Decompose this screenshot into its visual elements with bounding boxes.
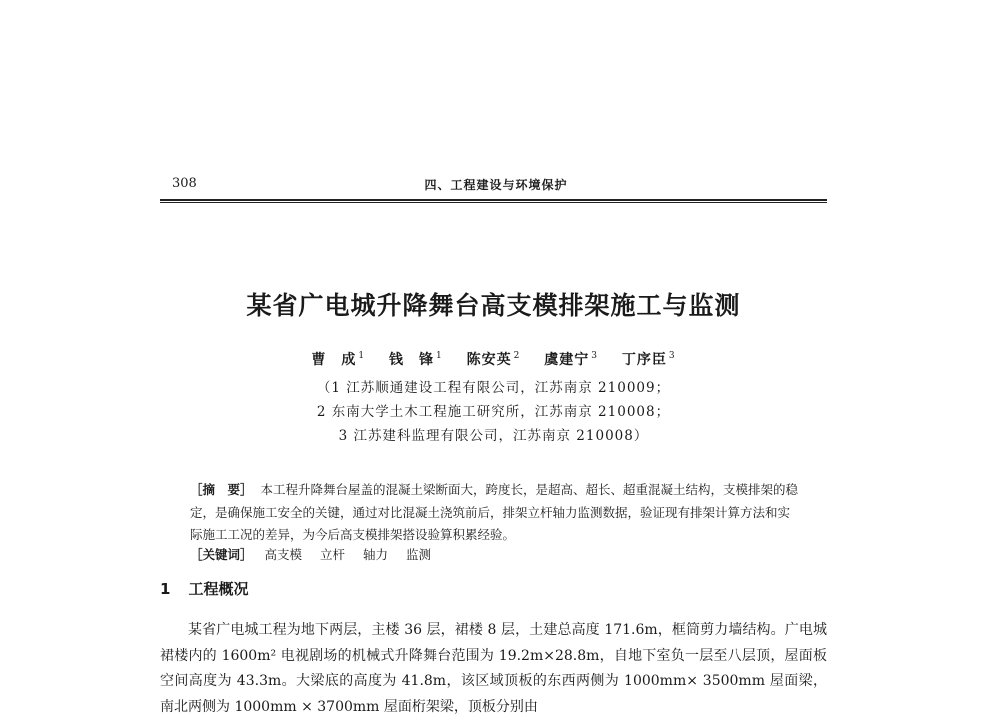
author-affil-mark: 2 (513, 351, 521, 362)
author-name: 陈安英 (466, 352, 512, 368)
running-section-label: 四、工程建设与环境保护 (424, 178, 568, 192)
author-name: 曹 成 (311, 352, 357, 368)
keywords (190, 545, 800, 563)
author-affil-mark: 3 (668, 351, 676, 362)
header-rule (160, 199, 827, 203)
author (544, 352, 598, 368)
author-affil-mark: 3 (591, 351, 598, 362)
running-header (165, 176, 827, 198)
affiliation-list (160, 376, 827, 448)
author-affil-mark: 1 (358, 351, 366, 362)
keyword: 高支模 (264, 547, 303, 562)
author-list (160, 349, 827, 369)
keywords-label: ［关键词］ (190, 547, 253, 562)
author (467, 352, 521, 368)
author-affil-mark: 1 (436, 351, 443, 362)
author (311, 352, 365, 368)
author-name: 钱 锋 (389, 352, 435, 368)
section-heading (160, 578, 248, 599)
body-paragraph: 某省广电城工程为地下两层，主楼 36 层，裙楼 8 层，土建总高度 171.6m，框筒剪力墙结构。广电城裙楼内的 1600m² 电视剧场的机械式升降舞台范围为 19.2m×28.8m，自地下室负一层至八层顶，屋面板空间高度为 43.3m。大梁底的高度为 41.8m，该区域顶板的东西两侧为 1000mm× 3500mm 屋面梁，南北两侧为 1000mm × 3700mm 屋面桁架梁，顶板分别由 (160, 622, 827, 715)
keyword: 立杆 (320, 547, 346, 562)
section-number: 1 (160, 580, 171, 598)
author (389, 352, 443, 368)
author (622, 352, 676, 368)
section-title: 工程概况 (188, 580, 249, 598)
author-name: 虞建宁 (544, 352, 590, 368)
abstract (190, 479, 800, 547)
author-name: 丁序臣 (621, 352, 667, 368)
paper-title: 某省广电城升降舞台高支模排架施工与监测 (246, 291, 741, 320)
abstract-text: 本工程升降舞台屋盖的混凝土梁断面大，跨度长，是超高、超长、超重混凝土结构，支模排架的稳定，是确保施工安全的关键，通过对比混凝土浇筑前后，排架立杆轴力监测数据，验证现有排架计算方法和实际施工工况的差异，为今后高支模排架搭设验算积累经验。 (190, 482, 799, 542)
keyword: 监测 (406, 547, 432, 562)
affiliation-line: 2 东南大学土木工程施工研究所，江苏南京 210008； (316, 404, 671, 420)
affiliation-line: 3 江苏建科监理有限公司，江苏南京 210008） (338, 428, 649, 444)
affiliation-line: （1 江苏顺通建设工程有限公司，江苏南京 210009； (316, 380, 671, 396)
abstract-label: ［摘 要］ (190, 482, 253, 497)
keyword: 轴力 (363, 547, 389, 562)
page-number: 308 (172, 176, 197, 191)
